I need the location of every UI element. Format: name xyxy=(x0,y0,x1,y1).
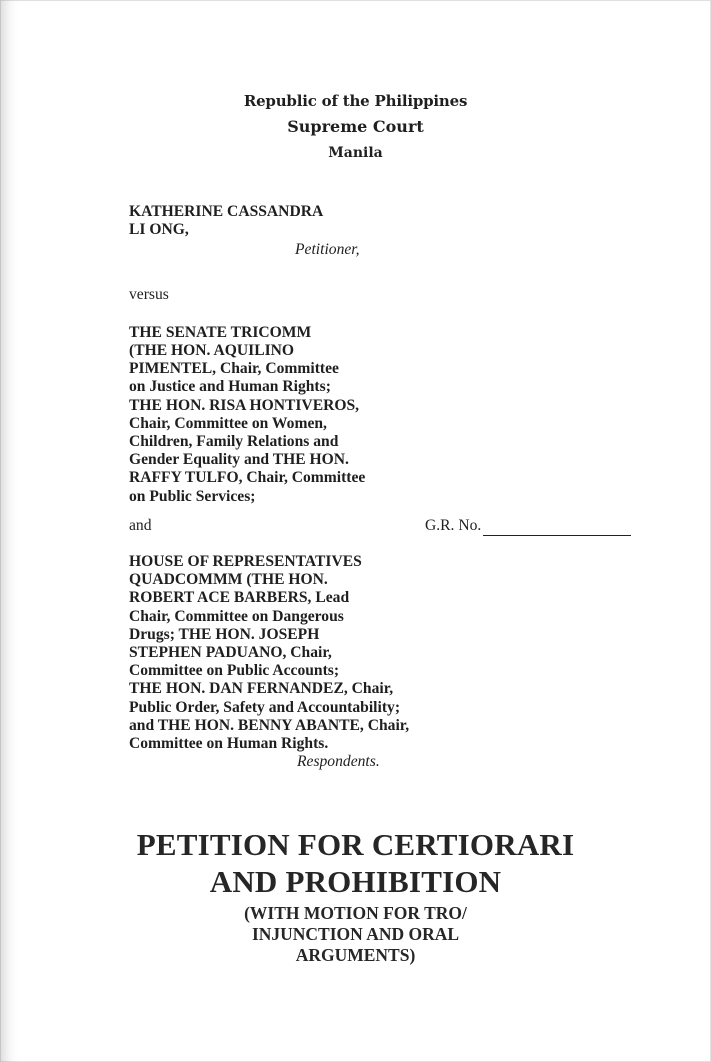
header-city: Manila xyxy=(328,145,383,161)
respondent-line: Drugs; THE HON. JOSEPH xyxy=(129,625,320,643)
respondent-line: Committee on Public Accounts; xyxy=(129,662,340,680)
versus-label: versus xyxy=(129,285,169,303)
title-line-1: PETITION FOR CERTIORARI xyxy=(136,827,575,862)
subtitle-line-2: INJUNCTION AND ORAL xyxy=(251,924,460,944)
respondent-line: HOUSE OF REPRESENTATIVES xyxy=(129,553,362,570)
respondent-line: THE SENATE TRICOMM xyxy=(129,323,312,341)
respondent-line: (THE HON. AQUILINO xyxy=(129,342,295,360)
respondent-line: and THE HON. BENNY ABANTE, Chair, xyxy=(129,716,410,734)
respondent-line: Gender Equality and THE HON. xyxy=(129,451,349,469)
petitioner-block xyxy=(129,203,609,260)
gr-number-blank-line xyxy=(483,535,631,536)
gr-number-label: G.R. No. xyxy=(425,517,482,534)
respondent-line: STEPHEN PADUANO, Chair, xyxy=(129,644,332,662)
respondent-line: on Justice and Human Rights; xyxy=(129,378,331,396)
title-line-2: AND PROHIBITION xyxy=(209,864,502,899)
respondent-group-house xyxy=(129,553,609,771)
respondent-line: on Public Services; xyxy=(129,487,256,505)
respondent-group-senate xyxy=(129,324,609,506)
respondent-line: PIMENTEL, Chair, Committee xyxy=(129,360,339,378)
petitioner-role: Petitioner, xyxy=(295,241,360,259)
respondent-line: Committee on Human Rights. xyxy=(129,735,329,753)
respondent-line: Public Order, Safety and Accountability; xyxy=(129,698,401,716)
petition-title xyxy=(0,826,711,966)
respondent-line: Chair, Committee on Women, xyxy=(129,414,327,432)
subtitle-line-1: (WITH MOTION FOR TRO/ xyxy=(244,903,467,923)
petitioner-name-line: KATHERINE CASSANDRA xyxy=(129,203,324,220)
case-caption xyxy=(129,203,609,506)
respondent-line: THE HON. RISA HONTIVEROS, xyxy=(129,396,360,414)
respondent-line: RAFFY TULFO, Chair, Committee xyxy=(129,469,366,487)
conjunction-and: and xyxy=(129,517,152,534)
respondent-line: Chair, Committee on Dangerous xyxy=(129,607,344,625)
and-gr-row xyxy=(129,517,639,539)
respondent-line: Children, Family Relations and xyxy=(129,433,339,451)
subtitle-line-3: ARGUMENTS) xyxy=(295,945,416,965)
respondent-line: ROBERT ACE BARBERS, Lead xyxy=(129,589,350,607)
header-republic: Republic of the Philippines xyxy=(243,92,468,110)
header-court: Supreme Court xyxy=(287,117,424,136)
respondent-line: QUADCOMMM (THE HON. xyxy=(129,571,328,589)
petitioner-name-line: LI ONG, xyxy=(129,221,189,239)
respondent-line: THE HON. DAN FERNANDEZ, Chair, xyxy=(129,680,394,698)
respondents-role: Respondents. xyxy=(297,753,380,771)
court-header xyxy=(0,88,711,166)
